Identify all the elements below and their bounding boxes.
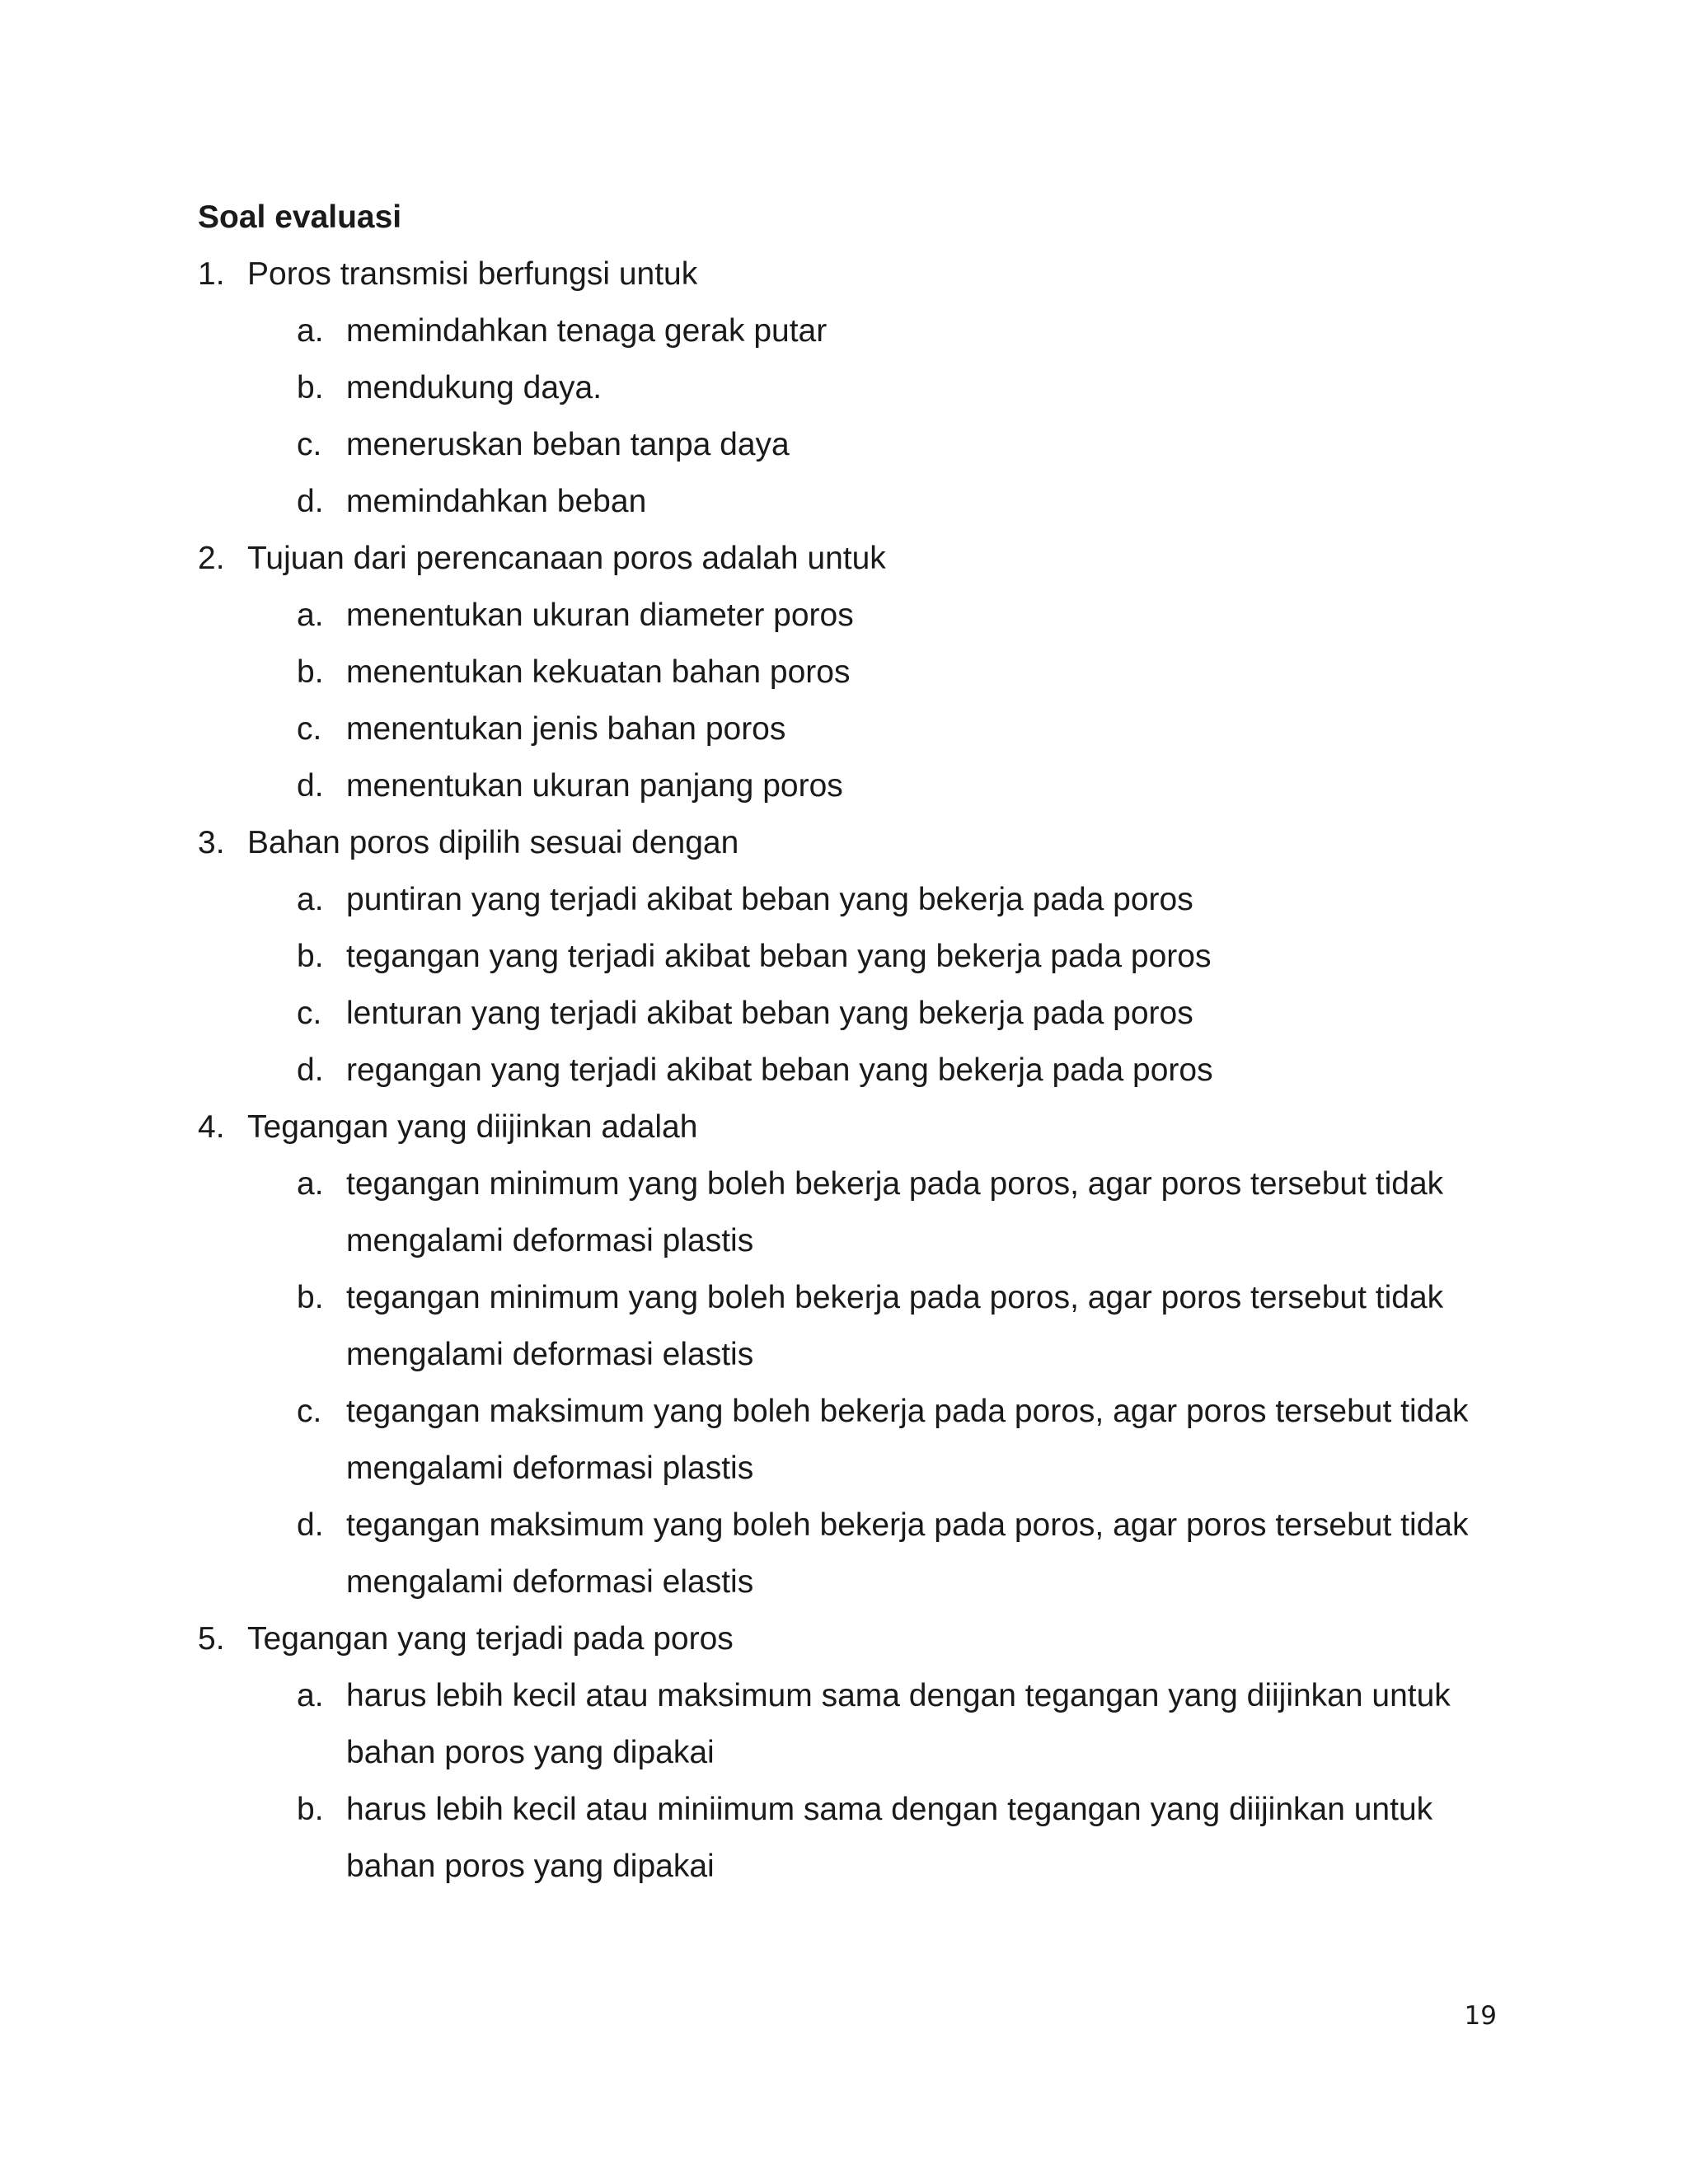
option-letter: d. (297, 1507, 324, 1543)
option-text: menentukan kekuatan bahan poros (346, 654, 851, 690)
answer-option (198, 1269, 1500, 1383)
question-text: Tegangan yang terjadi pada poros (247, 1621, 734, 1657)
option-letter: b. (297, 1792, 324, 1827)
option-letter: a. (297, 1166, 324, 1202)
question-number: 3. (198, 825, 225, 860)
option-text: regangan yang terjadi akibat beban yang bekerja pada poros (346, 1052, 1213, 1088)
answer-option (198, 359, 1500, 416)
question-number: 2. (198, 541, 225, 576)
question-item (198, 1610, 1500, 1667)
option-text: tegangan minimum yang boleh bekerja pada poros, agar poros tersebut tidak mengalami deformasi plastis (346, 1166, 1444, 1258)
option-letter: c. (297, 427, 322, 462)
answer-option (198, 302, 1500, 359)
answer-option (198, 757, 1500, 814)
document-page (198, 190, 1500, 1895)
question-number: 1. (198, 256, 225, 292)
page-number: 19 (1464, 2001, 1497, 2031)
option-letter: d. (297, 768, 324, 804)
option-list (198, 1155, 1500, 1610)
option-text: menentukan ukuran panjang poros (346, 768, 843, 804)
answer-option (198, 416, 1500, 473)
answer-option (198, 1497, 1500, 1610)
question-number: 5. (198, 1621, 225, 1657)
option-letter: a. (297, 598, 324, 633)
option-text: menentukan jenis bahan poros (346, 711, 786, 747)
question-text: Tegangan yang diijinkan adalah (247, 1109, 698, 1145)
option-letter: b. (297, 1280, 324, 1315)
answer-option (198, 928, 1500, 985)
option-list (198, 587, 1500, 814)
option-letter: d. (297, 1052, 324, 1088)
question-text: Poros transmisi berfungsi untuk (247, 256, 698, 292)
option-letter: a. (297, 1678, 324, 1713)
option-text: tegangan maksimum yang boleh bekerja pada poros, agar poros tersebut tidak mengalami deformasi elastis (346, 1507, 1469, 1600)
option-text: harus lebih kecil atau miniimum sama dengan tegangan yang diijinkan untuk bahan poros yang dipakai (346, 1792, 1433, 1884)
option-letter: a. (297, 882, 324, 917)
option-list (198, 1667, 1500, 1895)
answer-option (198, 1667, 1500, 1781)
question-item (198, 246, 1500, 302)
option-text: memindahkan tenaga gerak putar (346, 313, 828, 349)
option-text: lenturan yang terjadi akibat beban yang bekerja pada poros (346, 996, 1193, 1031)
question-item (198, 814, 1500, 871)
answer-option (198, 1383, 1500, 1497)
option-list (198, 302, 1500, 530)
question-text: Bahan poros dipilih sesuai dengan (247, 825, 739, 860)
question-item (198, 1099, 1500, 1155)
option-text: tegangan maksimum yang boleh bekerja pada poros, agar poros tersebut tidak mengalami deformasi plastis (346, 1394, 1469, 1486)
option-text: menentukan ukuran diameter poros (346, 598, 854, 633)
option-letter: b. (297, 654, 324, 690)
option-letter: a. (297, 313, 324, 349)
answer-option (198, 473, 1500, 530)
section-title: Soal evaluasi (198, 199, 402, 235)
answer-option (198, 985, 1500, 1042)
question-text: Tujuan dari perencanaan poros adalah untuk (247, 541, 886, 576)
question-list (198, 246, 1500, 1895)
answer-option (198, 587, 1500, 644)
option-letter: c. (297, 996, 322, 1031)
answer-option (198, 1155, 1500, 1269)
option-text: harus lebih kecil atau maksimum sama dengan tegangan yang diijinkan untuk bahan poros yang dipakai (346, 1678, 1451, 1770)
option-text: tegangan yang terjadi akibat beban yang bekerja pada poros (346, 939, 1212, 974)
question-item (198, 530, 1500, 587)
option-text: meneruskan beban tanpa daya (346, 427, 790, 462)
option-list (198, 871, 1500, 1099)
option-letter: c. (297, 711, 322, 747)
answer-option (198, 871, 1500, 928)
answer-option (198, 644, 1500, 701)
option-text: puntiran yang terjadi akibat beban yang bekerja pada poros (346, 882, 1193, 917)
answer-option (198, 701, 1500, 757)
option-letter: b. (297, 939, 324, 974)
option-text: tegangan minimum yang boleh bekerja pada poros, agar poros tersebut tidak mengalami deformasi elastis (346, 1280, 1444, 1372)
question-number: 4. (198, 1109, 225, 1145)
option-text: memindahkan beban (346, 484, 647, 519)
option-letter: d. (297, 484, 324, 519)
option-letter: b. (297, 370, 324, 405)
option-text: mendukung daya. (346, 370, 603, 405)
option-letter: c. (297, 1394, 322, 1429)
answer-option (198, 1781, 1500, 1895)
answer-option (198, 1042, 1500, 1099)
